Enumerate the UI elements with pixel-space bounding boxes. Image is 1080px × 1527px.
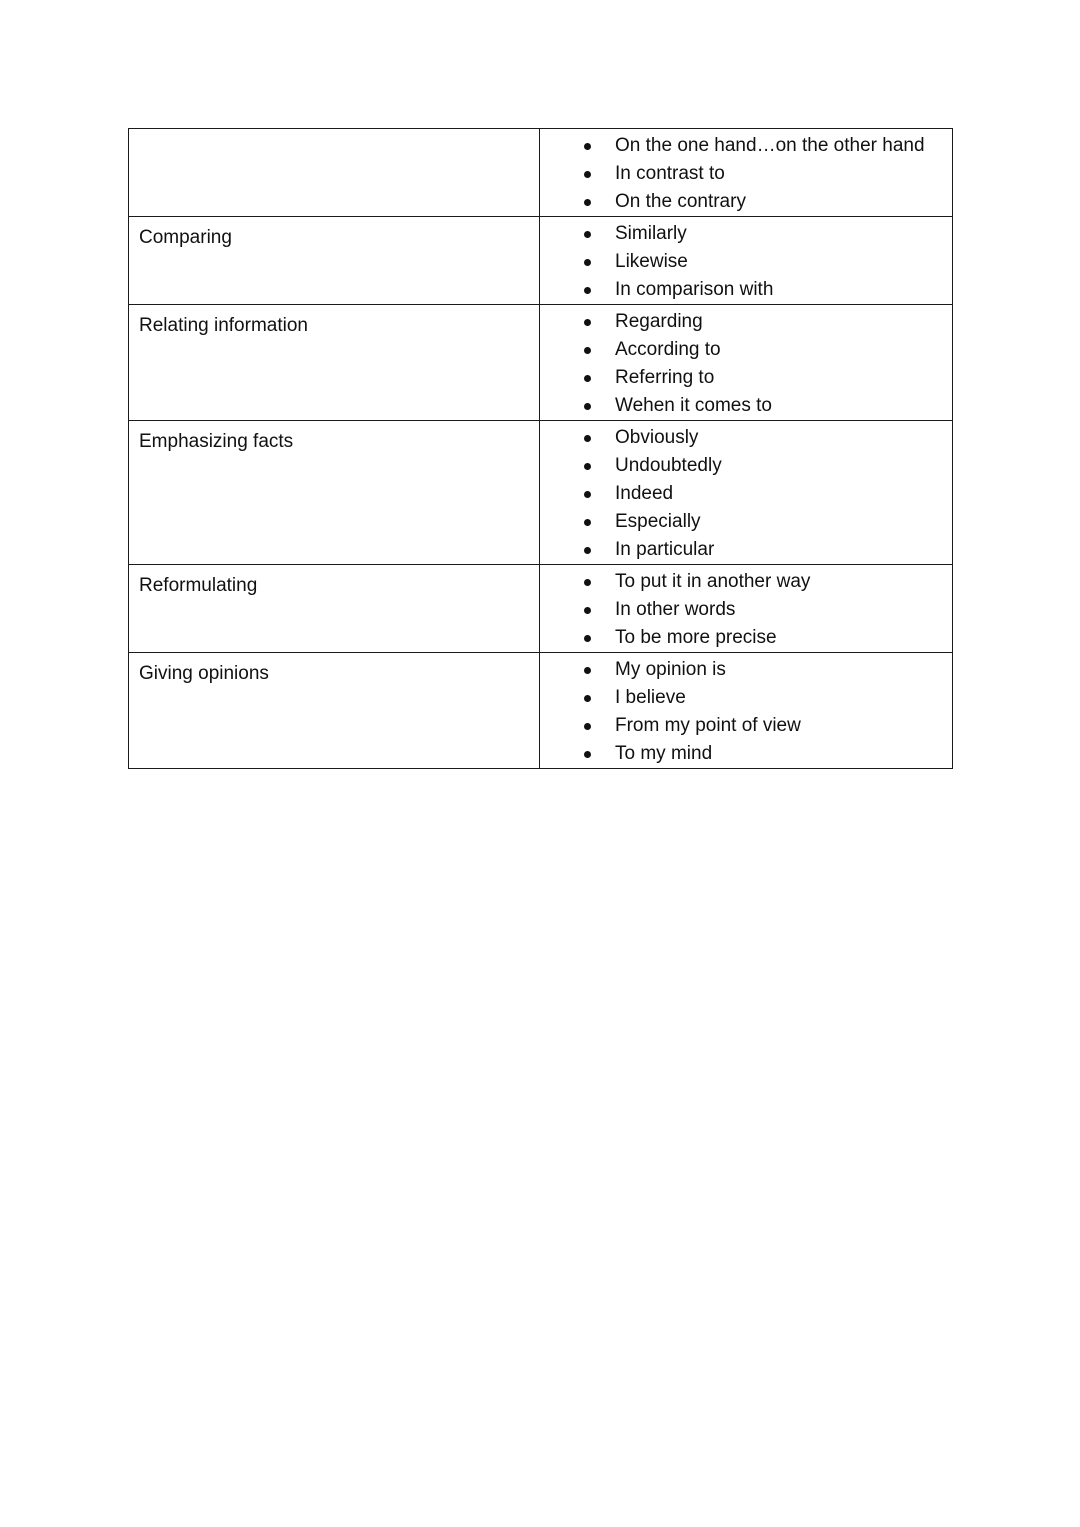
phrase-list bbox=[540, 565, 952, 652]
phrase-text: Regarding bbox=[615, 311, 703, 332]
bullet-icon bbox=[584, 199, 591, 206]
list-item bbox=[540, 452, 952, 480]
phrase-text: Wehen it comes to bbox=[615, 395, 773, 416]
bullet-icon bbox=[584, 259, 591, 266]
list-item bbox=[540, 508, 952, 536]
phrase-list bbox=[540, 305, 952, 420]
list-item bbox=[540, 480, 952, 508]
list-item bbox=[540, 336, 952, 364]
category-cell bbox=[129, 305, 540, 421]
category-label: Relating information bbox=[139, 315, 308, 336]
phrase-text: In comparison with bbox=[615, 279, 774, 300]
list-item bbox=[540, 248, 952, 276]
bullet-icon bbox=[584, 491, 591, 498]
bullet-icon bbox=[584, 547, 591, 554]
phrase-text: In particular bbox=[615, 539, 715, 560]
list-item bbox=[540, 364, 952, 392]
phrase-text: Similarly bbox=[615, 223, 687, 244]
list-item bbox=[540, 596, 952, 624]
phrase-text: On the contrary bbox=[615, 191, 746, 212]
phrase-text: Referring to bbox=[615, 367, 715, 388]
phrase-text: Undoubtedly bbox=[615, 455, 722, 476]
category-cell bbox=[129, 565, 540, 653]
list-item bbox=[540, 740, 952, 768]
category-cell bbox=[129, 421, 540, 565]
phrase-text: Especially bbox=[615, 511, 701, 532]
list-item bbox=[540, 568, 952, 596]
bullet-icon bbox=[584, 723, 591, 730]
category-label bbox=[129, 129, 539, 139]
category-label: Reformulating bbox=[139, 575, 258, 596]
table-row bbox=[129, 565, 953, 653]
phrases-cell bbox=[540, 305, 953, 421]
bullet-icon bbox=[584, 319, 591, 326]
bullet-icon bbox=[584, 667, 591, 674]
list-item bbox=[540, 684, 952, 712]
table-row bbox=[129, 653, 953, 769]
list-item bbox=[540, 308, 952, 336]
category-cell bbox=[129, 653, 540, 769]
bullet-icon bbox=[584, 607, 591, 614]
list-item bbox=[540, 536, 952, 564]
bullet-icon bbox=[584, 695, 591, 702]
list-item bbox=[540, 220, 952, 248]
phrase-list bbox=[540, 217, 952, 304]
bullet-icon bbox=[584, 463, 591, 470]
list-item bbox=[540, 424, 952, 452]
list-item bbox=[540, 132, 952, 160]
phrase-text: On the one hand…on the other hand bbox=[615, 135, 925, 156]
bullet-icon bbox=[584, 347, 591, 354]
phrase-text: Indeed bbox=[615, 483, 674, 504]
list-item bbox=[540, 712, 952, 740]
phrase-text: To put it in another way bbox=[615, 571, 811, 592]
table-row bbox=[129, 129, 953, 217]
bullet-icon bbox=[584, 171, 591, 178]
category-label: Comparing bbox=[139, 227, 232, 248]
category-cell bbox=[129, 129, 540, 217]
list-item bbox=[540, 392, 952, 420]
phrase-list bbox=[540, 129, 952, 216]
list-item bbox=[540, 276, 952, 304]
phrases-cell bbox=[540, 565, 953, 653]
bullet-icon bbox=[584, 519, 591, 526]
phrase-text: From my point of view bbox=[615, 715, 801, 736]
phrase-text: My opinion is bbox=[615, 659, 726, 680]
bullet-icon bbox=[584, 287, 591, 294]
category-label: Emphasizing facts bbox=[139, 431, 294, 452]
phrase-text: According to bbox=[615, 339, 721, 360]
bullet-icon bbox=[584, 143, 591, 150]
list-item bbox=[540, 188, 952, 216]
phrase-text: To my mind bbox=[615, 743, 713, 764]
phrase-text: I believe bbox=[615, 687, 686, 708]
phrase-list bbox=[540, 421, 952, 564]
phrases-cell bbox=[540, 653, 953, 769]
phrases-cell bbox=[540, 217, 953, 305]
phrase-text: To be more precise bbox=[615, 627, 777, 648]
list-item bbox=[540, 656, 952, 684]
bullet-icon bbox=[584, 375, 591, 382]
list-item bbox=[540, 160, 952, 188]
bullet-icon bbox=[584, 635, 591, 642]
phrase-text: Obviously bbox=[615, 427, 699, 448]
phrase-list bbox=[540, 653, 952, 768]
table-row bbox=[129, 421, 953, 565]
table-row bbox=[129, 305, 953, 421]
phrase-text: Likewise bbox=[615, 251, 688, 272]
bullet-icon bbox=[584, 751, 591, 758]
bullet-icon bbox=[584, 579, 591, 586]
category-label: Giving opinions bbox=[139, 663, 269, 684]
phrase-table bbox=[128, 128, 953, 769]
table-row bbox=[129, 217, 953, 305]
phrase-text: In contrast to bbox=[615, 163, 725, 184]
bullet-icon bbox=[584, 231, 591, 238]
list-item bbox=[540, 624, 952, 652]
phrases-cell bbox=[540, 129, 953, 217]
category-cell bbox=[129, 217, 540, 305]
phrases-cell bbox=[540, 421, 953, 565]
phrase-text: In other words bbox=[615, 599, 736, 620]
bullet-icon bbox=[584, 435, 591, 442]
bullet-icon bbox=[584, 403, 591, 410]
